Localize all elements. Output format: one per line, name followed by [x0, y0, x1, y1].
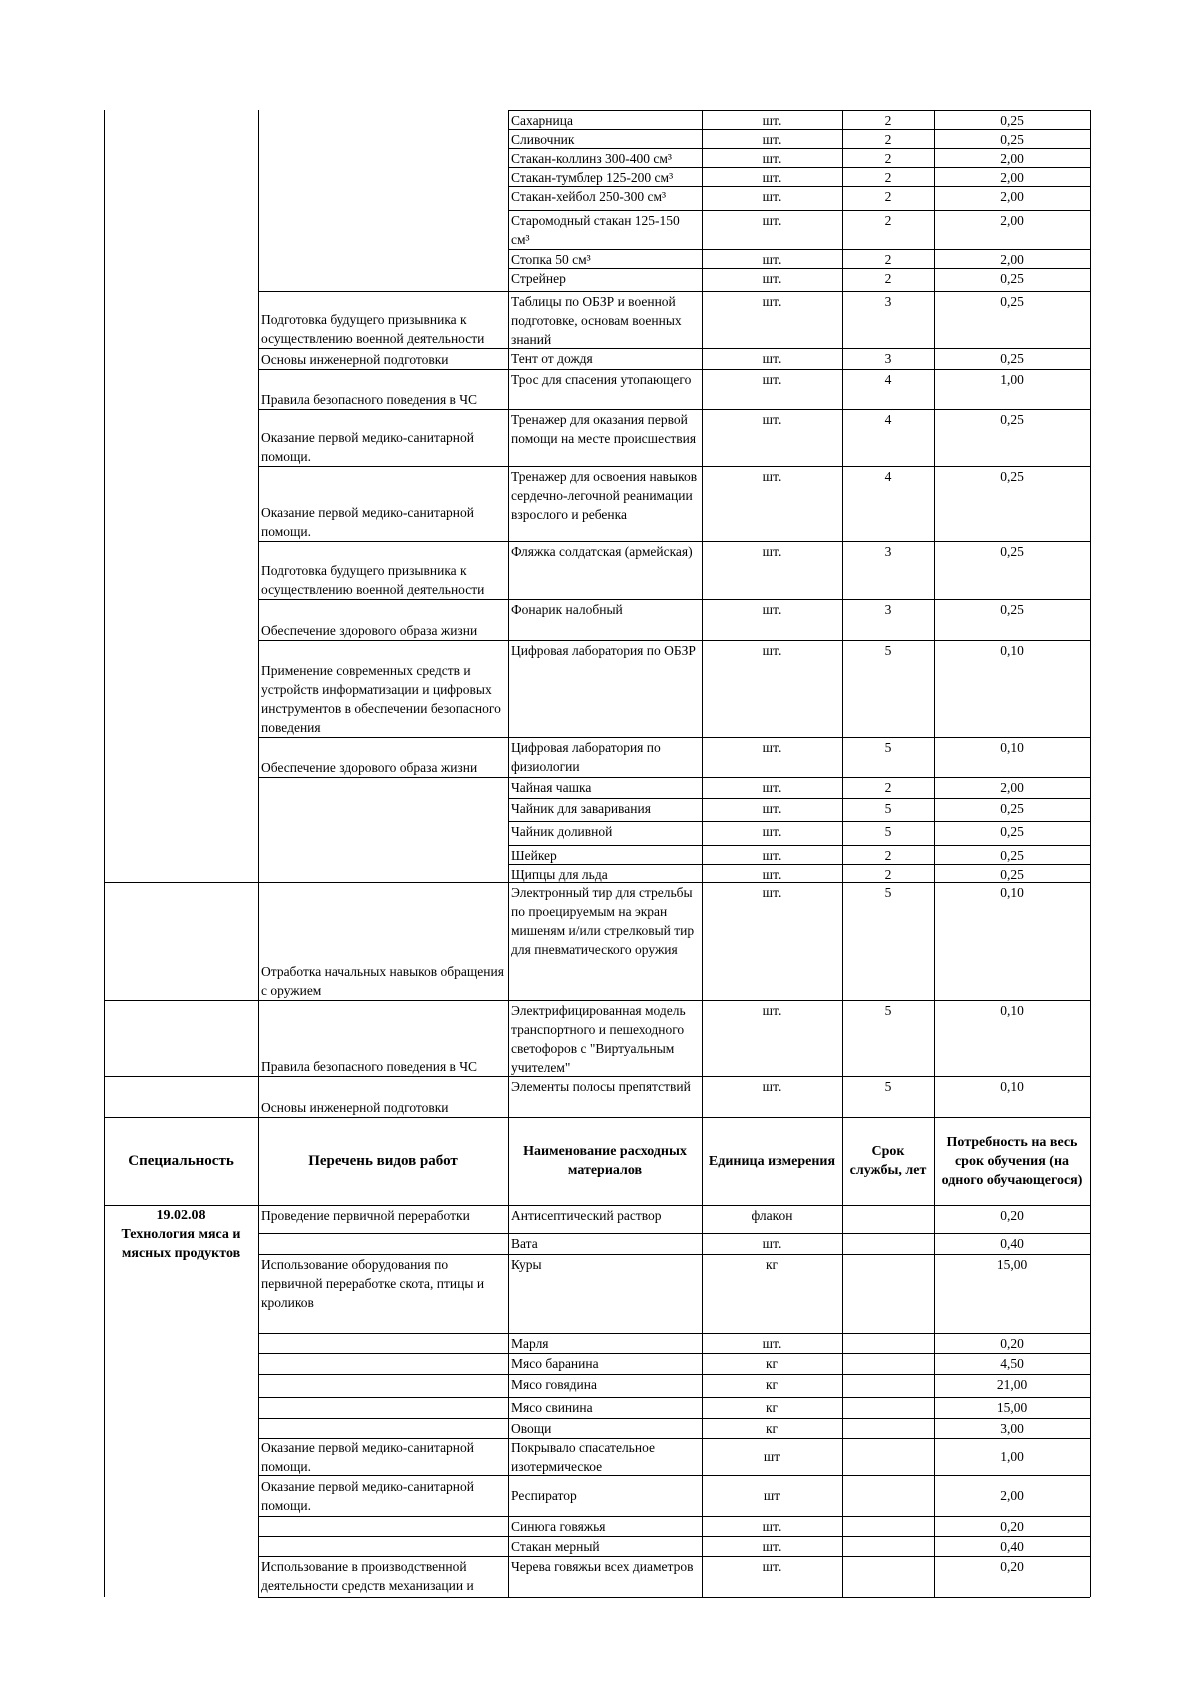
need-cell: 0,25 — [1000, 602, 1024, 617]
unit-cell: кг — [765, 1400, 779, 1415]
unit-cell: шт — [763, 1449, 781, 1464]
material-name-cell: Вата — [511, 1236, 538, 1251]
unit-cell: шт. — [762, 351, 782, 366]
need-cell: 2,00 — [1000, 780, 1024, 795]
need-cell: 2,00 — [1000, 1488, 1024, 1503]
unit-cell: шт. — [762, 132, 782, 147]
unit-cell: кг — [765, 1421, 779, 1436]
unit-cell: шт. — [762, 1539, 782, 1554]
work-type-cell: Подготовка будущего призывника к осуществлению военной деятельности — [261, 312, 485, 346]
need-cell: 2,00 — [1000, 170, 1024, 185]
table-rule — [104, 110, 105, 1597]
column-header: Перечень видов работ — [308, 1152, 458, 1169]
table-rule — [104, 1076, 258, 1077]
need-cell: 0,40 — [1000, 1539, 1024, 1554]
work-type-cell: Оказание первой медико-санитарной помощи. — [261, 1439, 475, 1474]
table-rule — [1090, 110, 1091, 1597]
service-life-cell: 2 — [884, 113, 892, 128]
material-name-cell: Тренажер для оказания первой помощи на месте происшествия — [511, 412, 697, 446]
column-header: Единица измерения — [708, 1153, 836, 1169]
material-name-cell: Мясо баранина — [511, 1356, 599, 1371]
need-cell: 21,00 — [996, 1377, 1028, 1392]
material-name-cell: Электронный тир для стрельбы по проецируемым на экран мишеням и/или стрелковый тир для пневматического оружия — [511, 885, 695, 957]
service-life-cell: 3 — [884, 544, 892, 559]
service-life-cell: 4 — [884, 469, 892, 484]
need-cell: 1,00 — [1000, 372, 1024, 387]
work-type-cell: Правила безопасного поведения в ЧС — [261, 392, 478, 407]
material-name-cell: Покрывало спасательное изотермическое — [511, 1439, 655, 1474]
material-name-cell: Стакан-коллинз 300-400 см³ — [511, 151, 672, 166]
work-type-cell: Оказание первой медико-санитарной помощи. — [261, 1478, 475, 1513]
material-name-cell: Респиратор — [511, 1488, 577, 1503]
material-name-cell: Щипцы для льда — [511, 867, 608, 882]
unit-cell: кг — [765, 1257, 779, 1272]
column-header: Потребность на весь срок обучения (на одного обучающегося) — [941, 1134, 1083, 1188]
table-rule — [258, 640, 508, 641]
unit-cell: шт. — [762, 372, 782, 387]
work-type-cell: Обеспечение здорового образа жизни — [261, 760, 478, 775]
service-life-cell — [842, 1516, 934, 1536]
material-name-cell: Сливочник — [511, 132, 575, 147]
service-life-cell: 5 — [884, 1003, 892, 1018]
unit-cell: шт. — [762, 252, 782, 267]
material-name-cell: Тент от дождя — [511, 351, 593, 366]
table-rule — [934, 110, 935, 1597]
service-life-cell: 5 — [884, 643, 892, 658]
need-cell: 2,00 — [1000, 151, 1024, 166]
service-life-cell: 3 — [884, 351, 892, 366]
work-type-cell: Основы инженерной подготовки — [261, 1100, 449, 1115]
table-rule — [258, 369, 508, 370]
unit-cell: шт. — [762, 824, 782, 839]
service-life-cell: 3 — [884, 294, 892, 309]
service-life-cell: 3 — [884, 602, 892, 617]
unit-cell: шт. — [762, 1336, 782, 1351]
table-rule — [258, 1076, 508, 1077]
unit-cell: шт. — [762, 780, 782, 795]
table-rule — [508, 110, 509, 1597]
table-rule — [104, 882, 258, 883]
material-name-cell: Фонарик налобный — [511, 602, 623, 617]
specialty-cell — [104, 1205, 258, 1597]
material-name-cell: Чайная чашка — [511, 780, 592, 795]
need-cell: 0,25 — [1000, 271, 1024, 286]
service-life-cell — [842, 1438, 934, 1475]
table-rule — [104, 1000, 258, 1001]
need-cell: 0,25 — [1000, 351, 1024, 366]
unit-cell: шт. — [762, 412, 782, 427]
material-name-cell: Синюга говяжья — [511, 1519, 606, 1534]
unit-cell: шт. — [762, 544, 782, 559]
need-cell: 2,00 — [1000, 252, 1024, 267]
need-cell: 2,00 — [1000, 189, 1024, 204]
service-life-cell: 5 — [884, 1079, 892, 1094]
service-life-cell — [842, 1205, 934, 1233]
service-life-cell — [842, 1353, 934, 1374]
need-cell: 3,00 — [1000, 1421, 1024, 1436]
work-type-cell: Проведение первичной переработки — [261, 1208, 470, 1223]
unit-cell: кг — [765, 1377, 779, 1392]
service-life-cell — [842, 1556, 934, 1597]
need-cell: 0,25 — [1000, 113, 1024, 128]
work-type-cell: Применение современных средств и устройств информатизации и цифровых инструментов в обеспечении безопасного поведения — [261, 663, 501, 735]
work-type-cell: Использование в производственной деятельности средств механизации и — [261, 1559, 474, 1593]
service-life-cell — [842, 1397, 934, 1418]
work-type-cell: Оказание первой медико-санитарной помощи. — [261, 430, 475, 464]
need-cell: 4,50 — [1000, 1356, 1024, 1371]
need-cell: 0,25 — [1000, 469, 1024, 484]
unit-cell: флакон — [751, 1208, 793, 1223]
table-rule — [258, 1597, 1090, 1598]
need-cell: 0,40 — [1000, 1236, 1024, 1251]
unit-cell: шт. — [762, 189, 782, 204]
work-type-cell: Обеспечение здорового образа жизни — [261, 623, 478, 638]
table-rule — [258, 110, 259, 1597]
need-cell: 0,10 — [1000, 885, 1024, 900]
unit-cell: шт. — [762, 1003, 782, 1018]
material-name-cell: Трос для спасения утопающего — [511, 372, 692, 387]
work-type-cell: Использование оборудования по первичной переработке скота, птицы и кроликов — [261, 1257, 485, 1310]
table-rule — [258, 777, 508, 778]
service-life-cell: 2 — [884, 867, 892, 882]
unit-cell: шт. — [762, 1519, 782, 1534]
unit-cell: шт. — [762, 170, 782, 185]
table-rule — [258, 466, 508, 467]
need-cell: 0,25 — [1000, 294, 1024, 309]
service-life-cell: 5 — [884, 824, 892, 839]
unit-cell: шт. — [762, 602, 782, 617]
material-name-cell: Стопка 50 см³ — [511, 252, 591, 267]
unit-cell: шт. — [762, 885, 782, 900]
need-cell: 2,00 — [1000, 213, 1024, 228]
service-life-cell: 2 — [884, 252, 892, 267]
need-cell: 0,20 — [1000, 1519, 1024, 1534]
unit-cell: шт. — [762, 213, 782, 228]
table-rule — [258, 348, 508, 349]
material-name-cell: Элементы полосы препятствий — [511, 1079, 691, 1094]
need-cell: 0,25 — [1000, 412, 1024, 427]
table-rule — [258, 599, 508, 600]
service-life-cell — [842, 1418, 934, 1438]
unit-cell: шт. — [762, 848, 782, 863]
work-type-cell: Оказание первой медико-санитарной помощи. — [261, 505, 475, 539]
need-cell: 0,20 — [1000, 1208, 1024, 1223]
work-type-cell: Отработка начальных навыков обращения с оружием — [261, 964, 504, 998]
unit-cell: шт. — [762, 1236, 782, 1251]
unit-cell: шт. — [762, 271, 782, 286]
material-name-cell: Тренажер для освоения навыков сердечно-легочной реанимации взрослого и ребенка — [511, 469, 698, 522]
material-name-cell: Таблицы по ОБЗР и военной подготовке, основам военных знаний — [511, 294, 682, 347]
unit-cell: шт. — [762, 643, 782, 658]
service-life-cell: 5 — [884, 740, 892, 755]
need-cell: 0,25 — [1000, 867, 1024, 882]
unit-cell: шт. — [762, 469, 782, 484]
material-name-cell: Фляжка солдатская (армейская) — [511, 544, 693, 559]
service-life-cell — [842, 1536, 934, 1556]
unit-cell: шт. — [762, 867, 782, 882]
material-name-cell: Цифровая лаборатория по ОБЗР — [511, 643, 696, 658]
need-cell: 0,25 — [1000, 848, 1024, 863]
service-life-cell — [842, 1374, 934, 1397]
work-type-cell: Подготовка будущего призывника к осуществлению военной деятельности — [261, 563, 485, 597]
need-cell: 0,10 — [1000, 740, 1024, 755]
material-name-cell: Чайник для заваривания — [511, 801, 651, 816]
service-life-cell: 2 — [884, 213, 892, 228]
service-life-cell: 2 — [884, 132, 892, 147]
unit-cell: шт. — [762, 1559, 782, 1574]
service-life-cell — [842, 1254, 934, 1333]
service-life-cell — [842, 1333, 934, 1353]
service-life-cell — [842, 1475, 934, 1516]
work-type-cell: Основы инженерной подготовки — [261, 352, 449, 367]
material-name-cell: Стрейнер — [511, 271, 566, 286]
service-life-cell: 2 — [884, 780, 892, 795]
unit-cell: кг — [765, 1356, 779, 1371]
service-life-cell: 5 — [884, 801, 892, 816]
need-cell: 0,20 — [1000, 1336, 1024, 1351]
need-cell: 0,10 — [1000, 643, 1024, 658]
service-life-cell: 4 — [884, 412, 892, 427]
need-cell: 15,00 — [996, 1400, 1028, 1415]
material-name-cell: Куры — [511, 1257, 542, 1272]
unit-cell: шт. — [762, 113, 782, 128]
need-cell: 15,00 — [996, 1257, 1028, 1272]
material-name-cell: Цифровая лаборатория по физиологии — [511, 740, 661, 774]
need-cell: 0,10 — [1000, 1003, 1024, 1018]
unit-cell: шт. — [762, 151, 782, 166]
material-name-cell: Стакан-тумблер 125-200 см³ — [511, 170, 674, 185]
table-rule — [258, 1000, 508, 1001]
need-cell: 0,25 — [1000, 824, 1024, 839]
material-name-cell: Антисептический раствор — [511, 1208, 662, 1223]
need-cell: 0,25 — [1000, 544, 1024, 559]
need-cell: 1,00 — [1000, 1449, 1024, 1464]
table-rule — [842, 110, 843, 1597]
column-header: Срок службы, лет — [849, 1144, 927, 1178]
material-name-cell: Мясо говядина — [511, 1377, 597, 1392]
specialty-name: Технология мяса и мясных продуктов — [121, 1227, 241, 1261]
specialty-code: 19.02.08 — [156, 1208, 206, 1223]
table-rule — [258, 737, 508, 738]
material-name-cell: Марля — [511, 1336, 549, 1351]
table-rule — [258, 882, 508, 883]
need-cell: 0,25 — [1000, 801, 1024, 816]
service-life-cell: 2 — [884, 189, 892, 204]
service-life-cell: 2 — [884, 170, 892, 185]
material-name-cell: Электрифицированная модель транспортного и пешеходного светофоров с "Виртуальным учителем" — [511, 1003, 686, 1075]
column-header: Специальность — [128, 1152, 234, 1169]
material-name-cell: Стакан-хейбол 250-300 см³ — [511, 189, 667, 204]
material-name-cell: Овощи — [511, 1421, 552, 1436]
table-rule — [258, 541, 508, 542]
table-rule — [258, 409, 508, 410]
unit-cell: шт. — [762, 294, 782, 309]
material-name-cell: Шейкер — [511, 848, 557, 863]
service-life-cell: 2 — [884, 848, 892, 863]
material-name-cell: Чайник доливной — [511, 824, 613, 839]
need-cell: 0,20 — [1000, 1559, 1024, 1574]
column-header: Наименование расходных материалов — [523, 1144, 687, 1178]
material-name-cell: Сахарница — [511, 113, 573, 128]
material-name-cell: Старомодный стакан 125-150 см³ — [511, 213, 680, 247]
unit-cell: шт. — [762, 801, 782, 816]
table-rule — [258, 291, 508, 292]
service-life-cell — [842, 1233, 934, 1254]
unit-cell: шт. — [762, 1079, 782, 1094]
service-life-cell: 4 — [884, 372, 892, 387]
service-life-cell: 2 — [884, 151, 892, 166]
need-cell: 0,25 — [1000, 132, 1024, 147]
need-cell: 0,10 — [1000, 1079, 1024, 1094]
service-life-cell: 2 — [884, 271, 892, 286]
work-type-cell: Правила безопасного поведения в ЧС — [261, 1059, 478, 1074]
material-name-cell: Стакан мерный — [511, 1539, 600, 1554]
material-name-cell: Черева говяжьи всех диаметров — [511, 1559, 694, 1574]
table-rule — [508, 110, 1090, 111]
unit-cell: шт — [763, 1488, 781, 1503]
material-name-cell: Мясо свинина — [511, 1400, 593, 1415]
unit-cell: шт. — [762, 740, 782, 755]
table-rule — [702, 110, 703, 1597]
service-life-cell: 5 — [884, 885, 892, 900]
